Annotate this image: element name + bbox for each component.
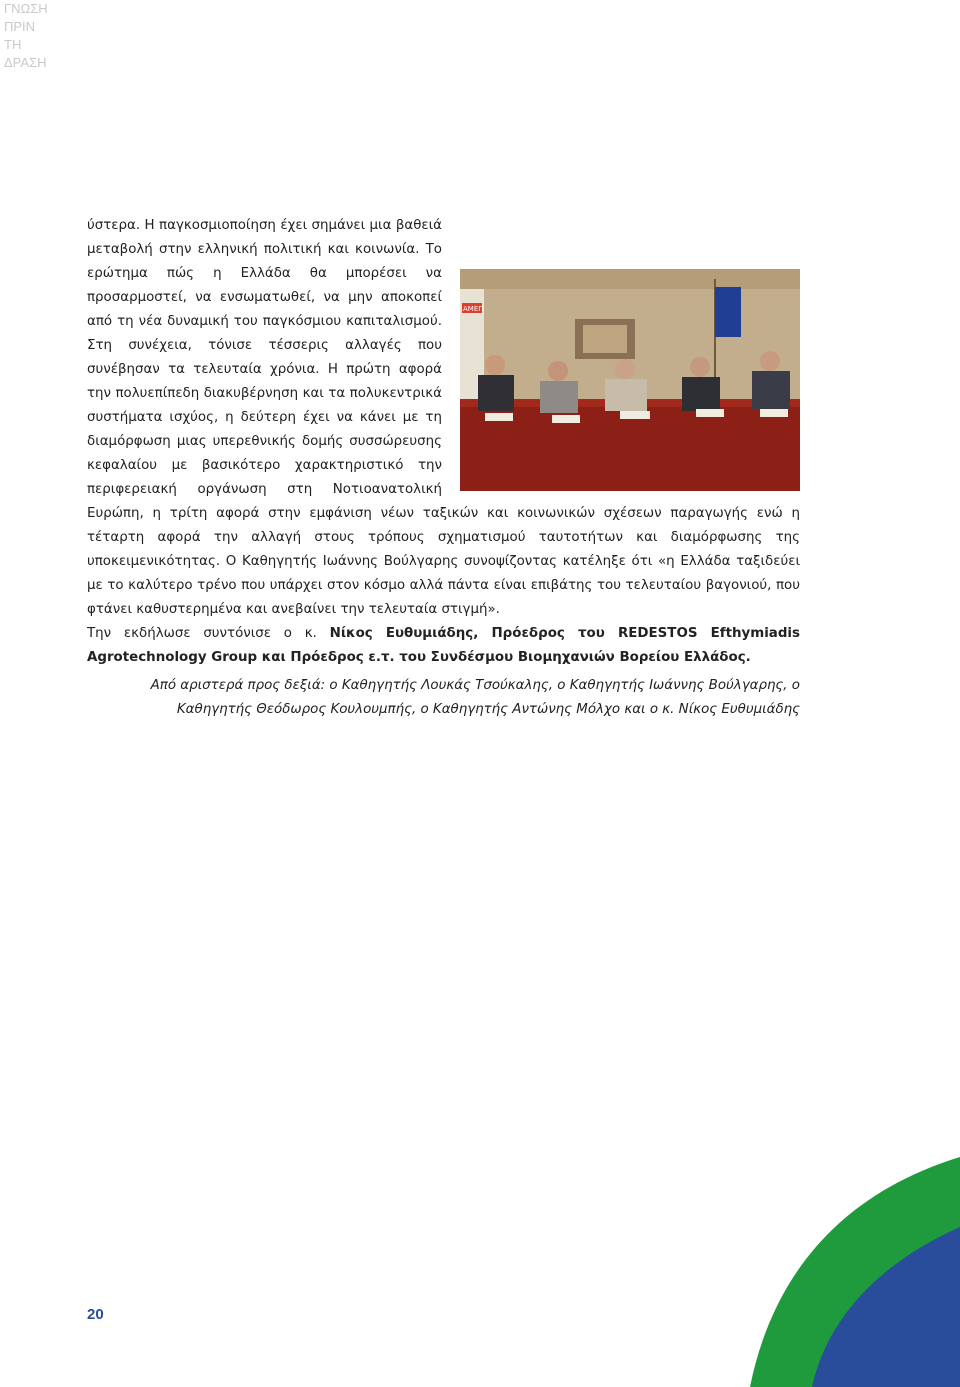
paragraph-2-intro: Την εκδήλωσε συντόνισε ο κ. (87, 626, 330, 641)
panel-photo (460, 269, 800, 491)
paragraph-2 (87, 622, 800, 670)
brand-line: ΠΡΙΝ (4, 19, 36, 34)
corner-decoration (730, 1157, 960, 1387)
caption-line: Από αριστερά προς δεξιά: ο Καθηγητής Λουκάς Τσούκαλης, ο Καθηγητής Ιωάννης Βούλγαρης, ο (150, 678, 800, 693)
article-body (87, 214, 800, 722)
paragraph-2-bold: Νίκος Ευθυμιάδης, Πρόεδρος του REDESTOS Efthymiadis Agrotechnology Group και Πρόεδρος ε.τ. του Συνδέσμου Βιομηχανιών Βορείου Ελλάδος. (87, 626, 800, 665)
banner-logo-text: ΑΜΕΠ (463, 305, 484, 313)
brand-line: ΤΗ (4, 37, 22, 52)
brand-logo-text (4, 0, 48, 72)
photo-caption (87, 674, 800, 722)
brand-line: ΓΝΩΣΗ (4, 1, 48, 16)
caption-line: Καθηγητής Θεόδωρος Κουλουμπής, ο Καθηγητής Αντώνης Μόλχο και ο κ. Νίκος Ευθυμιάδης (176, 702, 800, 717)
paragraph-1: ύστερα. Η παγκοσμιοποίηση έχει σημάνει μια βαθειά μεταβολή στην ελληνική πολιτική και κοινωνία. Το ερώτημα πώς η Ελλάδα θα μπορέσει να προσαρμοστεί, να ενσωματωθεί, να μην αποκοπεί από τη νέα δυναμική του παγκόσμιου καπιταλισμού. Στη συνέχεια, τόνισε τέσσερις αλλαγές που συνέβησαν τα τελευταία χρόνια. Η πρώτη αφορά την πολυεπίπεδη διακυβέρνηση και τα πολυκεντρικά συστήματα ισχύος, η δεύτερη έχει να κάνει με τη διαμόρφωση μιας υπερεθνικής δομής συσσώρευσης κεφαλαίου με βασικότερο χαρακτηριστικό την περιφερειακή οργάνωση στη Νοτιοανατολική Ευρώπη, η τρίτη αφορά στην εμφάνιση νέων ταξικών και κοινωνικών σχέσεων παραγωγής ενώ η τέταρτη αφορά την αλλαγή στους τρόπους σχηματισμού ταυτοτήτων και διαμόρφωσης της υποκειμενικότητας. Ο Καθηγητής Ιωάννης Βούλγαρης συνοψίζοντας κατέληξε ότι «η Ελλάδα ταξιδεύει με το καλύτερο τρένο που υπάρχει στον κόσμο αλλά πάντα είναι επιβάτης του τελευταίου βαγονιού, που φτάνει καθυστερημένα και ανεβαίνει την τελευταία στιγμή». (87, 218, 800, 617)
page-number: 20 (87, 1306, 104, 1323)
conference-panel-image (460, 269, 800, 491)
brand-line: ΔΡΑΣΗ (4, 55, 47, 70)
